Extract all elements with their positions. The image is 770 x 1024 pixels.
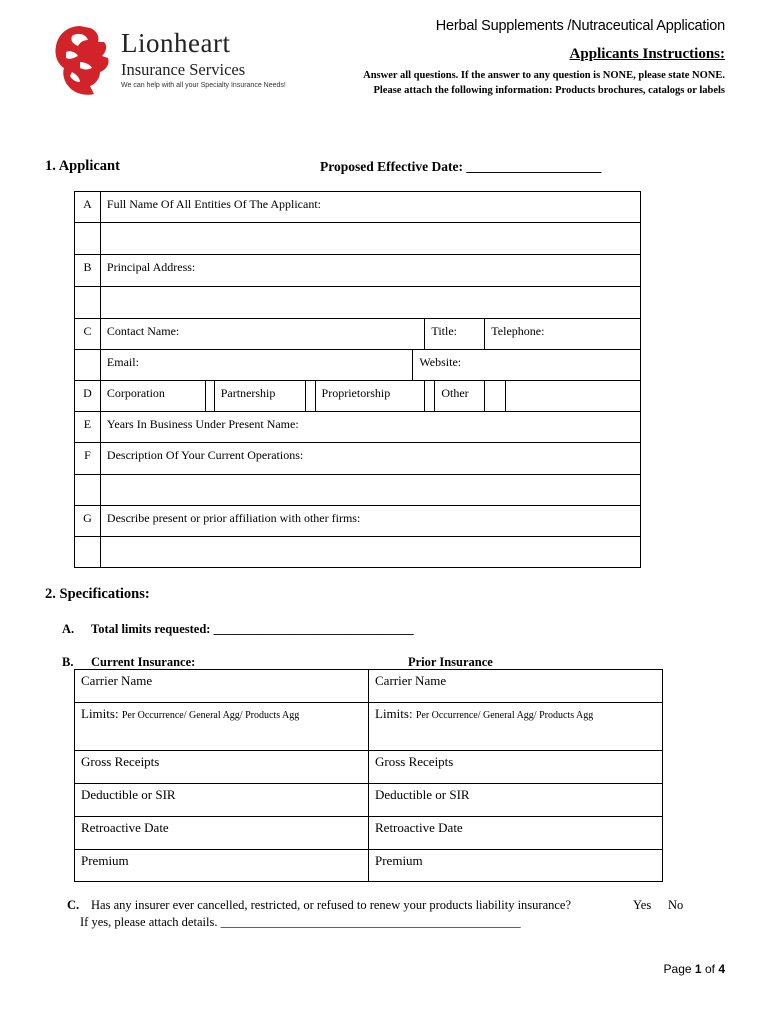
proprietorship-checkbox[interactable]: [425, 381, 435, 412]
section-applicant-heading: 1. Applicant: [45, 158, 120, 174]
website-field[interactable]: [413, 350, 641, 381]
prior-deductible-label: Deductible or SIR: [375, 787, 470, 802]
logo-subtitle: Insurance Services: [121, 60, 246, 79]
email-label: Email:: [106, 355, 139, 369]
prior-limits-detail: Per Occurrence/ General Agg/ Products Agg: [415, 710, 594, 721]
prior-limits-field[interactable]: [369, 703, 663, 751]
corporation-checkbox[interactable]: [205, 381, 214, 412]
current-retroactive-date-field[interactable]: [75, 817, 369, 850]
prior-insurance-heading: Prior Insurance: [408, 655, 493, 669]
affiliation-input[interactable]: [100, 537, 640, 568]
proprietorship-label: Proprietorship: [321, 386, 391, 400]
cancellation-question: Has any insurer ever cancelled, restricted, or refused to renew your products liability insurance?: [91, 898, 572, 912]
page-prefix: Page: [663, 962, 692, 976]
page-total: 4: [718, 962, 725, 976]
spec-b-letter: B.: [62, 655, 74, 669]
full-name-label: Full Name Of All Entities Of The Applicant:: [106, 197, 322, 211]
other-label: Other: [441, 386, 469, 400]
row-letter-d: D: [75, 381, 101, 412]
prior-deductible-field[interactable]: [369, 784, 663, 817]
current-premium-field[interactable]: [75, 850, 369, 882]
prior-gross-receipts-field[interactable]: [369, 751, 663, 784]
partnership-checkbox[interactable]: [305, 381, 315, 412]
row-letter-b: B: [75, 255, 101, 287]
current-carrier-field[interactable]: [75, 670, 369, 703]
row-letter-c: C: [75, 319, 101, 350]
corporation-label: Corporation: [106, 386, 165, 400]
prior-carrier-field[interactable]: [369, 670, 663, 703]
spec-a-letter: A.: [62, 622, 75, 636]
page-number: [664, 962, 725, 976]
section-specifications-heading: 2. Specifications:: [45, 586, 150, 602]
operations-description-input[interactable]: [100, 475, 640, 506]
current-limits-detail: Per Occurrence/ General Agg/ Products Agg: [121, 710, 300, 721]
telephone-field[interactable]: [485, 319, 641, 350]
website-label: Website:: [419, 355, 462, 369]
page-current: 1: [694, 962, 702, 976]
current-insurance-heading: Current Insurance:: [91, 655, 196, 669]
current-limits-field[interactable]: [75, 703, 369, 751]
applicant-table: [74, 191, 641, 568]
row-letter-g: G: [75, 506, 101, 537]
insurance-table: [74, 669, 663, 882]
prior-retroactive-date-label: Retroactive Date: [375, 820, 463, 835]
other-checkbox[interactable]: [485, 381, 506, 412]
row-letter-a: A: [75, 192, 101, 223]
prior-retroactive-date-field[interactable]: [369, 817, 663, 850]
page-of: of: [704, 962, 715, 976]
principal-address-label: Principal Address:: [106, 260, 196, 274]
current-premium-label: Premium: [81, 853, 129, 868]
partnership-label: Partnership: [220, 386, 276, 400]
prior-gross-receipts-label: Gross Receipts: [375, 754, 454, 769]
operations-description-label: Description Of Your Current Operations:: [106, 448, 304, 462]
current-deductible-label: Deductible or SIR: [81, 787, 176, 802]
no-option[interactable]: No: [668, 898, 684, 912]
prior-carrier-label: Carrier Name: [375, 673, 447, 688]
row-letter-e: E: [75, 412, 101, 443]
yes-option[interactable]: Yes: [633, 898, 652, 912]
instructions-title: Applicants Instructions:: [569, 46, 725, 62]
principal-address-input[interactable]: [100, 287, 640, 319]
current-retroactive-date-label: Retroactive Date: [81, 820, 169, 835]
prior-premium-field[interactable]: [369, 850, 663, 882]
total-limits-field[interactable]: Total limits requested: ________________________________: [91, 622, 414, 636]
lion-logo-icon: [50, 22, 114, 98]
years-in-business-field[interactable]: [100, 412, 640, 443]
spec-c-letter: C.: [67, 898, 80, 912]
contact-name-field[interactable]: [100, 319, 424, 350]
cancellation-details-field[interactable]: If yes, please attach details. ________________________________________________: [80, 915, 521, 929]
current-deductible-field[interactable]: [75, 784, 369, 817]
years-in-business-label: Years In Business Under Present Name:: [106, 417, 299, 431]
email-field[interactable]: [100, 350, 413, 381]
telephone-label: Telephone:: [491, 324, 545, 338]
logo-tagline: We can help with all your Specialty Insurance Needs!: [121, 82, 286, 89]
contact-name-label: Contact Name:: [106, 324, 180, 338]
document-title: Herbal Supplements /Nutraceutical Application: [435, 18, 725, 34]
title-field[interactable]: [425, 319, 485, 350]
current-gross-receipts-label: Gross Receipts: [81, 754, 160, 769]
logo-name: Lionheart: [121, 28, 231, 58]
current-gross-receipts-field[interactable]: [75, 751, 369, 784]
title-label: Title:: [431, 324, 457, 338]
instructions-line-1: Answer all questions. If the answer to any question is NONE, please state NONE.: [363, 70, 725, 81]
instructions-line-2: Please attach the following information: Products brochures, catalogs or labels: [373, 85, 725, 96]
full-name-input[interactable]: [100, 223, 640, 255]
prior-premium-label: Premium: [375, 853, 423, 868]
row-letter-f: F: [75, 443, 101, 475]
effective-date-field[interactable]: Proposed Effective Date: ____________________: [320, 159, 602, 174]
prior-limits-label: Limits:: [375, 706, 413, 721]
affiliation-label: Describe present or prior affiliation with other firms:: [106, 511, 361, 525]
current-limits-label: Limits:: [81, 706, 119, 721]
current-carrier-label: Carrier Name: [81, 673, 153, 688]
